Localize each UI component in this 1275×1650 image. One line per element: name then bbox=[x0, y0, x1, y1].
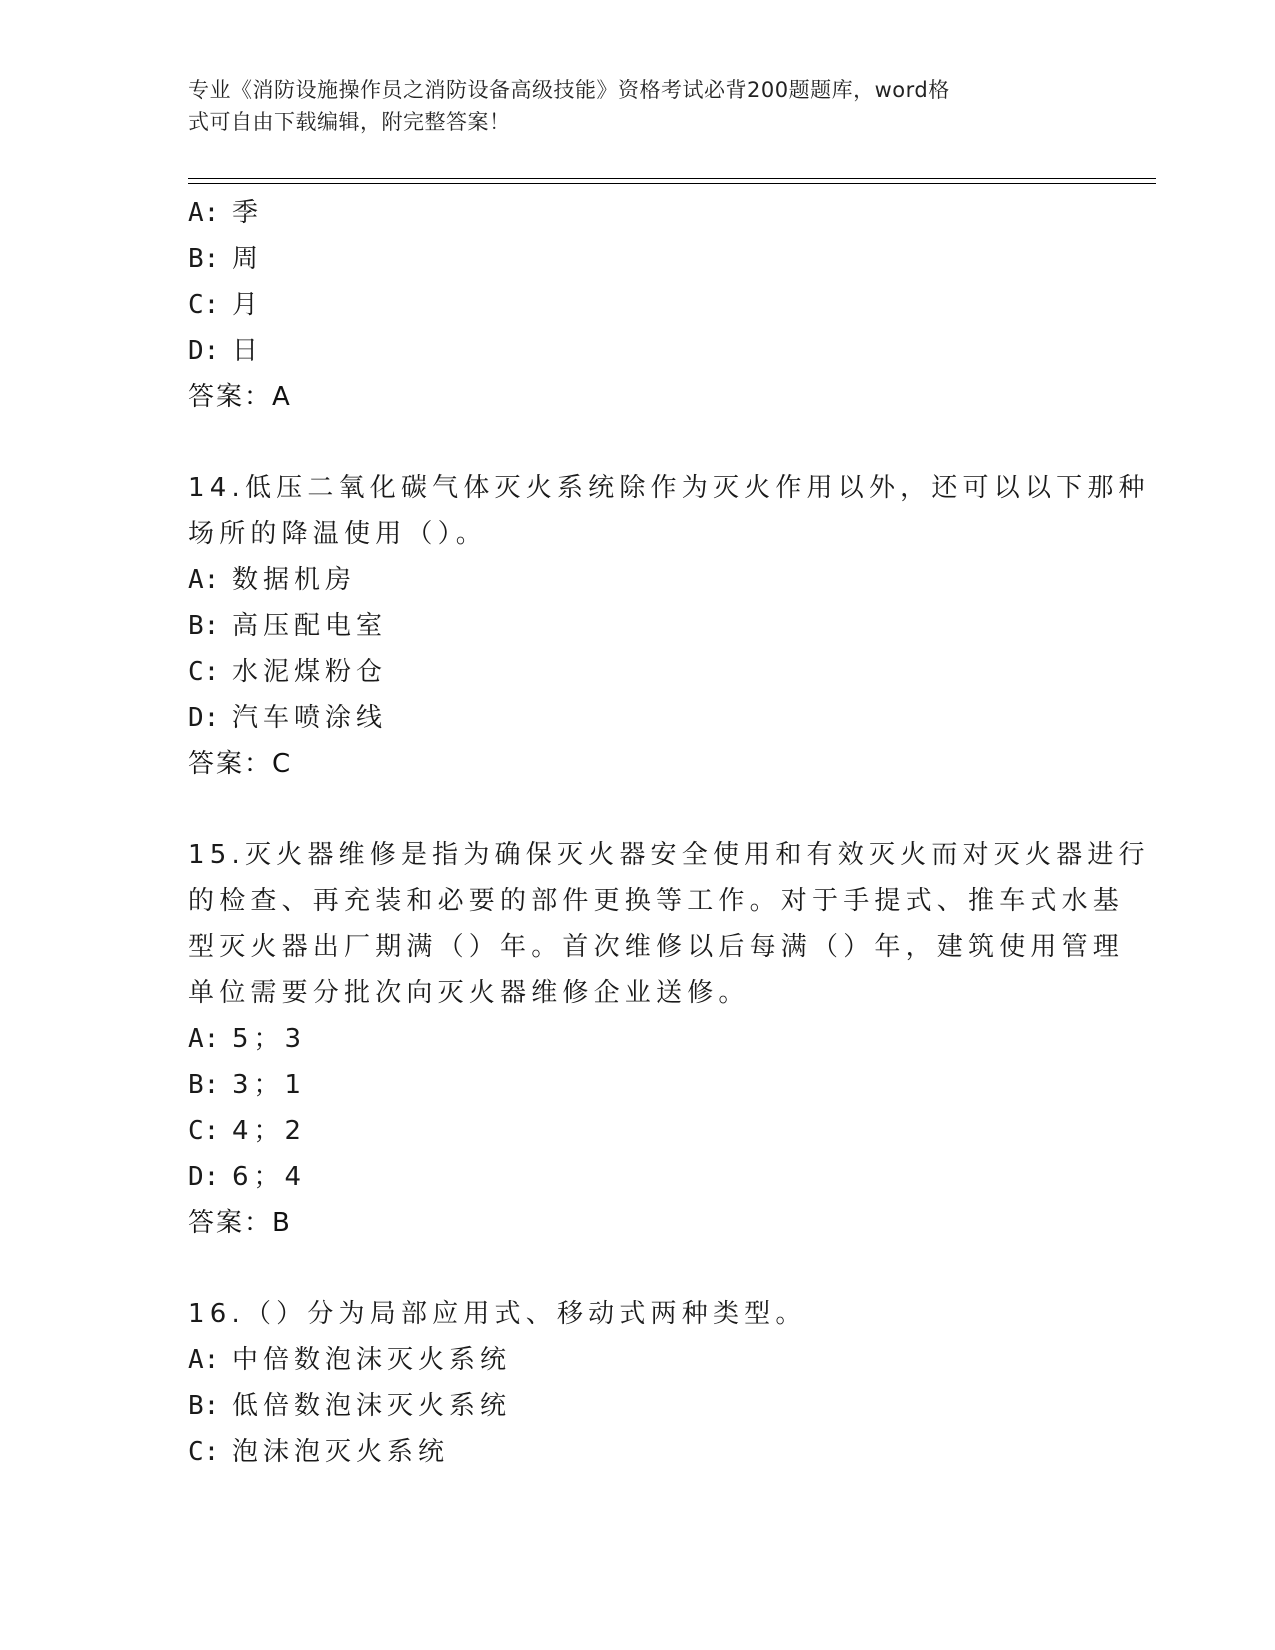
option-c bbox=[188, 649, 1088, 695]
option-key: A: bbox=[188, 198, 220, 228]
answer-line: 答案：A bbox=[188, 382, 292, 412]
option-a bbox=[188, 1337, 1088, 1383]
option-text: 周 bbox=[232, 244, 264, 274]
stem-line: 16.（）分为局部应用式、移动式两种类型。 bbox=[188, 1299, 807, 1329]
header-line-2: 式可自由下载编辑，附完整答案！ bbox=[188, 110, 511, 134]
option-key: A: bbox=[188, 1024, 220, 1054]
option-text: 4；2 bbox=[232, 1116, 307, 1146]
question-stem bbox=[188, 832, 1150, 1016]
option-text: 日 bbox=[232, 336, 264, 366]
option-text: 低倍数泡沫灭火系统 bbox=[232, 1391, 512, 1421]
stem-line: 型灭火器出厂期满（）年。首次维修以后每满（）年，建筑使用管理 bbox=[188, 932, 1125, 962]
question-stem bbox=[188, 1291, 1088, 1337]
option-b bbox=[188, 603, 1088, 649]
question-16 bbox=[188, 1291, 1088, 1475]
header-line-1: 专业《消防设施操作员之消防设备高级技能》资格考试必背200题题库，word格 bbox=[188, 78, 950, 102]
stem-line: 的检查、再充装和必要的部件更换等工作。对于手提式、推车式水基 bbox=[188, 886, 1125, 916]
option-key: D: bbox=[188, 703, 220, 733]
option-text: 3；1 bbox=[232, 1070, 307, 1100]
answer-line: 答案：C bbox=[188, 749, 293, 779]
header-divider-bottom bbox=[188, 183, 1156, 184]
option-a bbox=[188, 1016, 1088, 1062]
option-c bbox=[188, 1108, 1088, 1154]
answer-line: 答案：B bbox=[188, 1208, 292, 1238]
option-key: D: bbox=[188, 1162, 220, 1192]
option-a bbox=[188, 190, 1088, 236]
option-text: 中倍数泡沫灭火系统 bbox=[232, 1345, 512, 1375]
option-key: B: bbox=[188, 611, 220, 641]
option-key: B: bbox=[188, 244, 220, 274]
option-a bbox=[188, 557, 1088, 603]
option-key: B: bbox=[188, 1391, 220, 1421]
stem-line: 单位需要分批次向灭火器维修企业送修。 bbox=[188, 978, 750, 1008]
stem-line: 15.灭火器维修是指为确保灭火器安全使用和有效灭火而对灭火器进行 bbox=[188, 840, 1150, 870]
question-list bbox=[188, 190, 1150, 1475]
option-key: D: bbox=[188, 336, 220, 366]
question-13 bbox=[188, 190, 1088, 420]
header-divider-top bbox=[188, 178, 1156, 179]
option-text: 5；3 bbox=[232, 1024, 307, 1054]
option-b bbox=[188, 1383, 1088, 1429]
document-header bbox=[188, 74, 1068, 138]
question-14 bbox=[188, 465, 1150, 787]
option-b bbox=[188, 1062, 1088, 1108]
option-text: 水泥煤粉仓 bbox=[232, 657, 388, 687]
option-c bbox=[188, 282, 1088, 328]
question-15 bbox=[188, 832, 1150, 1246]
option-key: C: bbox=[188, 1116, 220, 1146]
question-stem bbox=[188, 465, 1150, 557]
option-key: A: bbox=[188, 565, 220, 595]
option-c bbox=[188, 1429, 1088, 1475]
option-key: C: bbox=[188, 657, 220, 687]
option-key: A: bbox=[188, 1345, 220, 1375]
option-text: 数据机房 bbox=[232, 565, 357, 595]
option-key: C: bbox=[188, 1437, 220, 1467]
stem-line: 场所的降温使用（）。 bbox=[188, 519, 488, 549]
option-b bbox=[188, 236, 1088, 282]
option-d bbox=[188, 1154, 1088, 1200]
option-text: 月 bbox=[232, 290, 264, 320]
option-d bbox=[188, 328, 1088, 374]
option-text: 季 bbox=[232, 198, 264, 228]
option-key: B: bbox=[188, 1070, 220, 1100]
option-text: 泡沫泡灭火系统 bbox=[232, 1437, 450, 1467]
option-key: C: bbox=[188, 290, 220, 320]
stem-line: 14.低压二氧化碳气体灭火系统除作为灭火作用以外，还可以以下那种 bbox=[188, 473, 1150, 503]
option-d bbox=[188, 695, 1088, 741]
option-text: 高压配电室 bbox=[232, 611, 388, 641]
option-text: 6；4 bbox=[232, 1162, 307, 1192]
option-text: 汽车喷涂线 bbox=[232, 703, 388, 733]
